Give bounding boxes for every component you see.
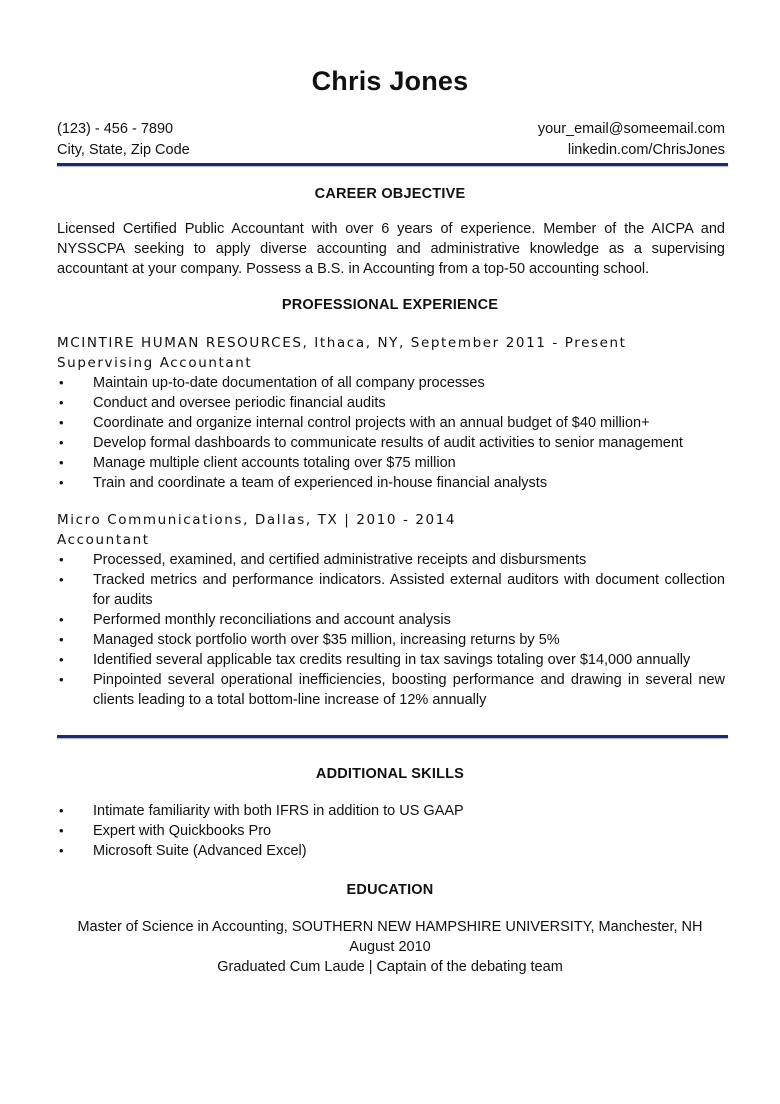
bullet-icon: • (59, 632, 64, 647)
education-title: EDUCATION (346, 882, 434, 898)
list-item: • Develop formal dashboards to communicate results of audit activities to senior management (59, 435, 683, 451)
skills-list (57, 801, 725, 861)
job-1-company: MCINTIRE HUMAN RESOURCES, Ithaca, NY, September 2011 - Present (57, 335, 627, 351)
bullet-icon: • (59, 612, 64, 627)
list-item: • Performed monthly reconciliations and account analysis (59, 612, 451, 628)
list-item: • Manage multiple client accounts totaling over $75 million (59, 455, 456, 471)
list-item: • Coordinate and organize internal control projects with an annual budget of $40 million+ (59, 415, 650, 431)
objective-title: CAREER OBJECTIVE (314, 186, 466, 202)
education-degree: Master of Science in Accounting, SOUTHERN NEW HAMPSHIRE UNIVERSITY, Manchester, NH (77, 919, 703, 935)
bullet-icon: • (59, 552, 64, 567)
bullet-icon: • (59, 652, 64, 667)
list-item: • Processed, examined, and certified administrative receipts and disbursments (59, 552, 587, 568)
contact-row-1 (57, 119, 725, 139)
job-1-bullets (57, 373, 725, 493)
list-item: • Train and coordinate a team of experienced in-house financial analysts (59, 475, 548, 491)
education-date: August 2010 (349, 939, 431, 955)
bullet-icon: • (59, 395, 64, 410)
list-item: • Identified several applicable tax credits resulting in tax savings totaling over $14,000 annually (59, 652, 691, 668)
list-item: • Managed stock portfolio worth over $35 million, increasing returns by 5% (59, 632, 560, 648)
location: City, State, Zip Code (57, 142, 190, 158)
job-1-role: Supervising Accountant (57, 355, 253, 371)
bullet-icon: • (59, 843, 64, 858)
education-honors: Graduated Cum Laude | Captain of the debating team (217, 959, 563, 975)
list-item: • Expert with Quickbooks Pro (59, 823, 272, 839)
list-item: • Intimate familiarity with both IFRS in addition to US GAAP (59, 803, 464, 819)
bullet-icon: • (59, 415, 64, 430)
section-divider (57, 735, 728, 738)
header-divider (57, 163, 728, 166)
experience-title: PROFESSIONAL EXPERIENCE (281, 297, 499, 313)
list-item: • Tracked metrics and performance indicators. Assisted external auditors with document collection for audits (59, 572, 725, 608)
bullet-icon: • (59, 475, 64, 490)
bullet-icon: • (59, 803, 64, 818)
job-2-company: Micro Communications, Dallas, TX | 2010 - 2014 (57, 512, 457, 528)
bullet-icon: • (59, 572, 64, 587)
list-item: • Microsoft Suite (Advanced Excel) (59, 843, 307, 859)
list-item: • Maintain up-to-date documentation of all company processes (59, 375, 485, 391)
email-address: your_email@someemail.com (537, 121, 725, 137)
skills-title: ADDITIONAL SKILLS (315, 766, 465, 782)
bullet-icon: • (59, 823, 64, 838)
bullet-icon: • (59, 455, 64, 470)
resume-name: Chris Jones (311, 66, 469, 96)
bullet-icon: • (59, 435, 64, 450)
list-item: • Pinpointed several operational inefficiencies, boosting performance and drawing in several new clients leading to a total bottom-line increase of 12% annually (59, 672, 725, 708)
list-item: • Conduct and oversee periodic financial audits (59, 395, 386, 411)
job-2-bullets (57, 550, 725, 710)
job-2-role: Accountant (57, 532, 150, 548)
linkedin-url: linkedin.com/ChrisJones (567, 142, 725, 158)
objective-text: Licensed Certified Public Accountant with over 6 years of experience. Member of the AICPA and NYSSCPA seeking to apply diverse accounting and administrative knowledge as a supervising accountant at your company. Possess a B.S. in Accounting from a top-50 accounting school. (57, 221, 725, 277)
phone-number: (123) - 456 - 7890 (57, 121, 174, 137)
bullet-icon: • (59, 672, 64, 687)
bullet-icon: • (59, 375, 64, 390)
contact-row-2 (57, 140, 725, 160)
